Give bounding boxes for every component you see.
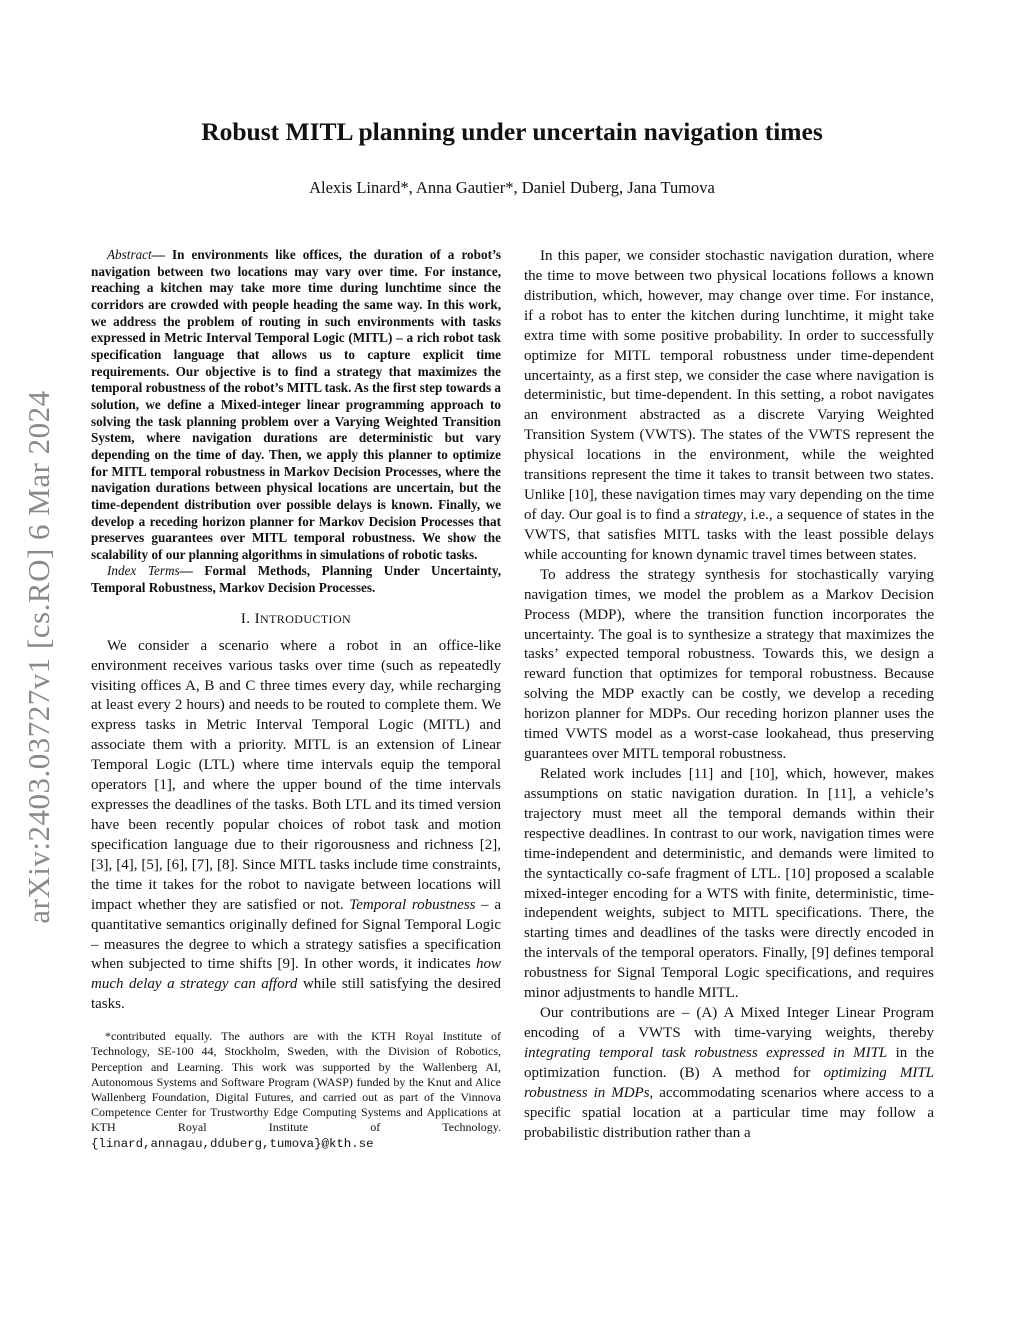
index-terms-label: Index Terms — [107, 563, 180, 579]
body-paragraph-1: In this paper, we consider stochastic navigation duration, where the time to move between two physical locations follows a known distribution, which, however, may change over time. For instance, if a robot has to enter the kitchen during lunchtime, it might take extra time with some positive probability. In order to successfully optimize for MITL temporal robustness under time-dependent uncertainty, as a first step, we consider the case where navigation is deterministic, but time-dependent. In this setting, a robot navigates an environment abstracted as a discrete Varying Weighted Transition System (VWTS). The states of the VWTS represent the physical locations in the environment, while the weighted transitions represent the time it takes to transit between two states. Unlike [10], these navigation times may vary depending on the time of day. Our goal is to find a strategy, i.e., a sequence of states in the VWTS, that satisfies MITL tasks with the least possible delays while accounting for known dynamic travel times between states. — [524, 248, 934, 563]
abstract-label: Abstract — [107, 247, 152, 262]
body-paragraph-4: Our contributions are – (A) A Mixed Integer Linear Program encoding of a VWTS with time-varying weights, thereby integrating temporal task robustness expressed in MITL in the optimization function. (B) A method for optimizing MITL robustness in MDPs, accommodating scenarios where access to a specific spatial location at a particular time may follow a probabilistic distribution rather than a — [524, 1005, 935, 1141]
right-column — [524, 247, 934, 1143]
index-terms: Index Terms— Formal Methods, Planning Under Uncertainty, Temporal Robustness, Markov Decision Processes. — [91, 563, 501, 596]
arxiv-id: arXiv:2403.03727v1 [cs.RO] 6 Mar 2024 — [21, 390, 56, 924]
footnote-text: *contributed equally. The authors are with the KTH Royal Institute of Technology, SE-100 44, Stockholm, Sweden, with the Division of Robotics, Perception and Learning. This work was supported by the Wallenberg AI, Autonomous Systems and Software Program (WASP) funded by the Knut and Alice Wallenberg Foundation, Digital Futures, and carried out as part of the Vinnova Competence Center for Trustworthy Edge Computing Systems and Applications at KTH Royal Institute of Technology. — [91, 1029, 501, 1135]
paper-authors: Alexis Linard*, Anna Gautier*, Daniel Duberg, Jana Tumova — [309, 178, 715, 197]
left-column — [91, 247, 501, 1152]
abstract-text: In environments like offices, the duration of a robot’s navigation between two locations may vary over time. For instance, reaching a kitchen may take more time during lunchtime since the corridors are crowded with people heading the same way. In this work, we address the problem of routing in such environments with tasks expressed in Metric Interval Temporal Logic (MITL) – a rich robot task specification language that allows us to capture explicit time requirements. Our objective is to find a strategy that maximizes the temporal robustness of the robot’s MITL task. As the first step towards a solution, we define a Mixed-integer linear programming approach to solving the task planning problem over a Varying Weighted Transition System, where navigation durations are deterministic but vary depending on the time of day. Then, we apply this planner to optimize for MITL temporal robustness in Markov Decision Processes, where the navigation durations between physical locations are uncertain, but the time-dependent distribution over possible delays is known. Finally, we develop a receding horizon planner for Markov Decision Processes that preserves guarantees over MITL temporal robustness. We show the scalability of our planning algorithms in simulations of robotic tasks. — [91, 247, 502, 562]
abstract: Abstract— In environments like offices, the duration of a robot’s navigation between two locations may vary over time. For instance, reaching a kitchen may take more time during lunchtime since the corridors are crowded with people heading the same way. In this work, we address the problem of routing in such environments with tasks expressed in Metric Interval Temporal Logic (MITL) – a rich robot task specification language that allows us to capture explicit time requirements. Our objective is to find a strategy that maximizes the temporal robustness of the robot’s MITL task. As the first step towards a solution, we define a Mixed-integer linear programming approach to solving the task planning problem over a Varying Weighted Transition System, where navigation durations are deterministic but vary depending on the time of day. Then, we apply this planner to optimize for MITL temporal robustness in Markov Decision Processes, where the navigation durations between physical locations are uncertain, but the time-dependent distribution over possible delays is known. Finally, we develop a receding horizon planner for Markov Decision Processes that preserves guarantees over MITL temporal robustness. We show the scalability of our planning algorithms in simulations of robotic tasks. — [91, 247, 502, 562]
footnote — [91, 1029, 501, 1152]
body-paragraph-3: Related work includes [11] and [10], which, however, makes assumptions on static navigation duration. In [11], a vehicle’s trajectory must meet all the temporal demands within their respective deadlines. In contrast to our work, navigation times were time-independent and deterministic, and demands were limited to the syntactically co-safe fragment of LTL. [10] proposed a scalable mixed-integer encoding for a WTS with finite, deterministic, time-independent weights, subject to MITL specifications. There, the starting times and deadlines of the tasks were directly encoded in the intervals of the temporal operators. Finally, [9] defines temporal robustness for Signal Temporal Logic specifications, and requires minor adjustments to handle MITL. — [524, 765, 934, 1002]
body-paragraph-2: To address the strategy synthesis for stochastically varying navigation times, we model the problem as a Markov Decision Process (MDP), where the transition function incorporates the uncertainty. The goal is to synthesize a strategy that maximizes the tasks’ expected temporal robustness. Towards this, we design a reward function that optimizes for temporal robustness. Because solving the MDP exactly can be costly, we develop a receding horizon planner for MDPs. Our receding horizon planner uses the timed VWTS model as a worst-case lookahead, thus preserving guarantees over MITL temporal robustness. — [524, 566, 934, 763]
intro-paragraph: We consider a scenario where a robot in an office-like environment receives various tasks over time (such as repeatedly visiting offices A, B and C three times every day, while recharging at least every 2 hours) and needs to be routed to complete them. We express tasks in Metric Interval Temporal Logic (MITL) and associate them with a priority. MITL is an extension of Linear Temporal Logic (LTL) where time intervals equip the temporal operators [1], and where the upper bound of the time intervals expresses the deadlines of the tasks. Both LTL and its timed version have been recently popular choices of robot task and motion specification language due to their rigorousness and richness [2], [3], [4], [5], [6], [7], [8]. Since MITL tasks include time constraints, the time it takes for the robot to navigate between locations will impact whether they are satisfied or not. Temporal robustness – a quantitative semantics originally defined for Signal Temporal Logic – measures the degree to which a strategy satisfies a specification when subjected to time shifts [9]. In other words, it indicates how much delay a strategy can afford while still satisfying the desired tasks. — [91, 637, 501, 1013]
author-emails: {linard,annagau,dduberg,tumova}@kth.se — [91, 1136, 374, 1151]
arxiv-stamp — [14, 352, 64, 962]
section-heading-introduction: I. INTRODUCTION — [240, 610, 352, 627]
index-terms-text: Formal Methods, Planning Under Uncertainty, Temporal Robustness, Markov Decision Processes. — [91, 563, 501, 596]
paper-title: Robust MITL planning under uncertain navigation times — [201, 117, 823, 146]
